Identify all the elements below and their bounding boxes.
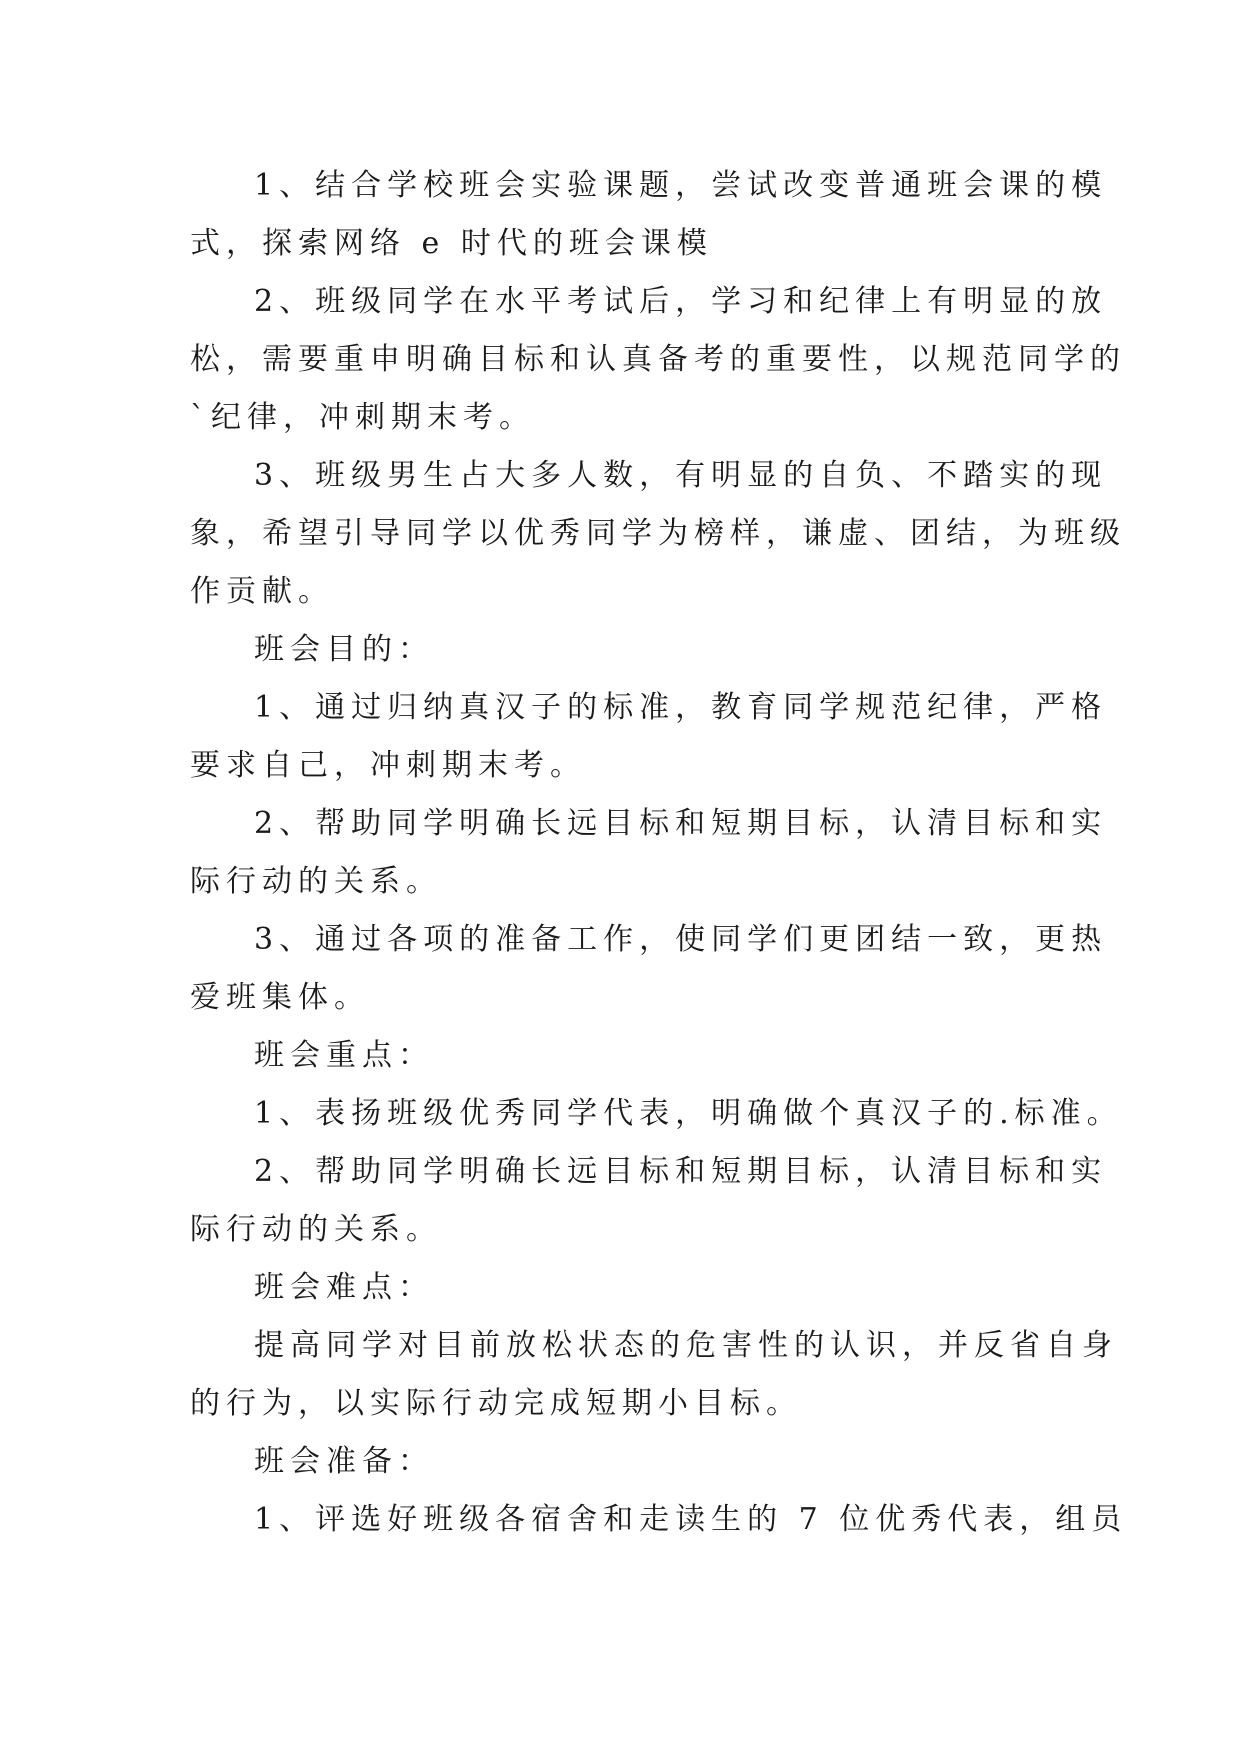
paragraph-line: 际行动的关系。 bbox=[190, 1212, 442, 1247]
section-heading: 班会难点： bbox=[254, 1270, 434, 1305]
paragraph-line: 爱班集体。 bbox=[190, 980, 370, 1015]
paragraph-line: 的行为，以实际行动完成短期小目标。 bbox=[190, 1386, 802, 1421]
section-heading: 班会重点： bbox=[254, 1038, 434, 1073]
paragraph-line: 1、结合学校班会实验课题，尝试改变普通班会课的模 bbox=[254, 168, 1108, 203]
paragraph-line: 际行动的关系。 bbox=[190, 864, 442, 899]
paragraph-line: 3、通过各项的准备工作，使同学们更团结一致，更热 bbox=[254, 922, 1108, 957]
paragraph-line: `纪律，冲刺期末考。 bbox=[190, 400, 535, 435]
paragraph-line: 作贡献。 bbox=[190, 574, 334, 609]
paragraph-line: 松，需要重申明确目标和认真备考的重要性，以规范同学的 bbox=[190, 342, 1126, 377]
paragraph-line: 2、帮助同学明确长远目标和短期目标，认清目标和实 bbox=[254, 1154, 1108, 1189]
section-heading: 班会准备： bbox=[254, 1444, 434, 1479]
paragraph-line: 1、表扬班级优秀同学代表，明确做个真汉子的.标准。 bbox=[254, 1096, 1123, 1131]
paragraph-line: 1、评选好班级各宿舍和走读生的 7 位优秀代表，组员 bbox=[254, 1502, 1128, 1537]
paragraph-line: 2、班级同学在水平考试后，学习和纪律上有明显的放 bbox=[254, 284, 1108, 319]
paragraph-line: 2、帮助同学明确长远目标和短期目标，认清目标和实 bbox=[254, 806, 1108, 841]
paragraph-line: 3、班级男生占大多人数，有明显的自负、不踏实的现 bbox=[254, 458, 1108, 493]
paragraph-line: 1、通过归纳真汉子的标准，教育同学规范纪律，严格 bbox=[254, 690, 1108, 725]
paragraph-line: 要求自己，冲刺期末考。 bbox=[190, 748, 586, 783]
paragraph-line: 提高同学对目前放松状态的危害性的认识，并反省自身 bbox=[254, 1328, 1118, 1363]
paragraph-line: 式，探索网络 e 时代的班会课模 bbox=[190, 226, 713, 261]
paragraph-line: 象，希望引导同学以优秀同学为榜样，谦虚、团结，为班级 bbox=[190, 516, 1126, 551]
section-heading: 班会目的： bbox=[254, 632, 434, 667]
